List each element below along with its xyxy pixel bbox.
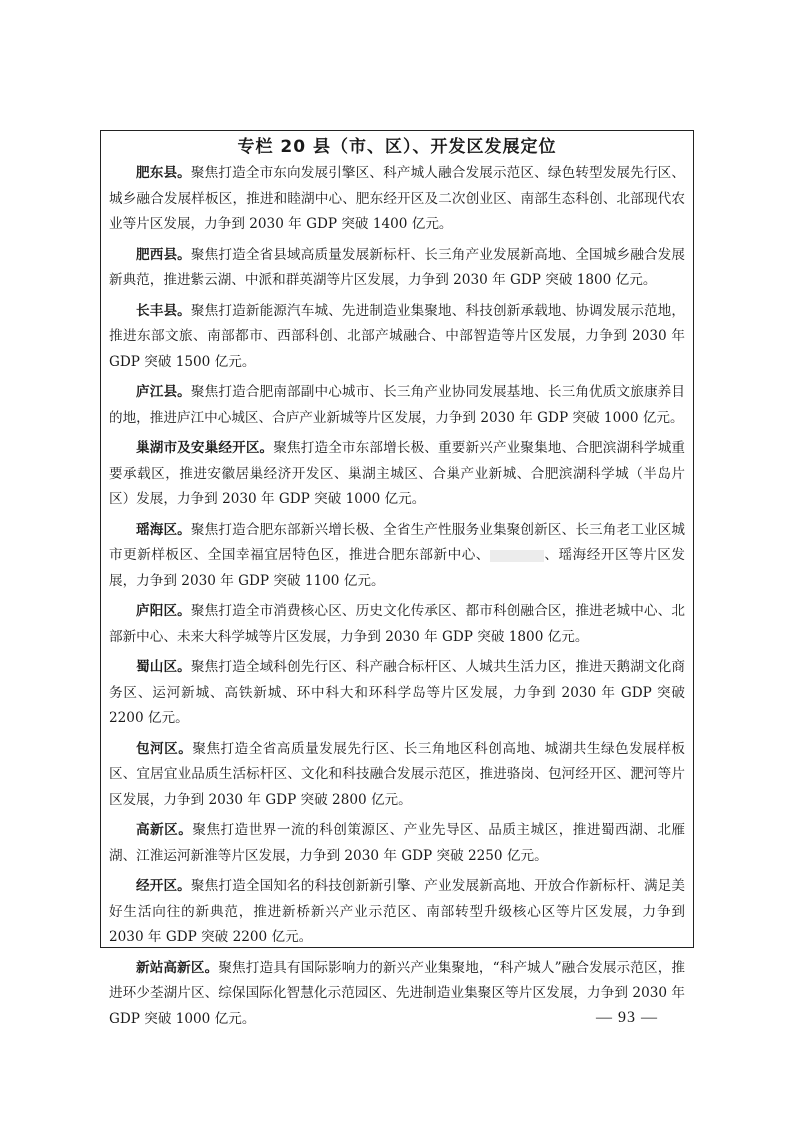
entry-name: 瑶海区。 [136, 521, 191, 538]
entry-name: 肥东县。 [136, 165, 191, 181]
entry-name: 包河区。 [136, 740, 193, 757]
entry-text: 聚焦打造全市消费核心区、历史文化传承区、都市科创融合区，推进老城中心、北部新中心、未来大科学城等片区发展，力争到 2030 年 GDP 突破 1800 亿元。 [109, 603, 686, 645]
redaction-mark [490, 550, 544, 562]
entry-name: 新站高新区。 [136, 959, 219, 976]
entry-chaohu [109, 436, 685, 513]
entry-text: 聚焦打造全市东向发展引擎区、科产城人融合发展示范区、绿色转型发展先行区、城乡融合发展样板区，推进和睦湖中心、肥东经开区及二次创业区、南部生态科创、北部现代农业等片区发展，力争到 2030 年 GDP 突破 1400 亿元。 [109, 165, 686, 232]
entry-changfeng [109, 299, 685, 376]
entry-text: 聚焦打造新能源汽车城、先进制造业集聚地、科技创新承载地、协调发展示范地，推进东部文旅、南部都市、西部科创、北部产城融合、中部智造等片区发展，力争到 2030 年 GDP 突破 1500 亿元。 [109, 302, 686, 370]
entry-yaohai [109, 518, 685, 595]
entry-text: 聚焦打造具有国际影响力的新兴产业集聚地，“科产城人”融合发展示范区，推进环少荃湖片区、综保国际化智慧化示范园区、先进制造业集聚区等片区发展，力争到 2030 年 GDP 突破 1000 亿元。 [109, 959, 685, 1027]
entry-jingkai [109, 874, 685, 951]
entry-text: 聚焦打造全市东部增长极、重要新兴产业聚集地、合肥滨湖科学城重要承载区，推进安徽居巢经济开发区、巢湖主城区、合巢产业新城、合肥滨湖科学城（半岛片区）发展，力争到 2030 年 GDP 突破 1000 亿元。 [109, 440, 686, 507]
entry-text: 聚焦打造世界一流的科创策源区、产业先导区、品质主城区，推进蜀西湖、北雁湖、江淮运河新淮等片区发展，力争到 2030 年 GDP 突破 2250 亿元。 [109, 822, 685, 864]
entry-name: 经开区。 [136, 878, 191, 894]
entry-name: 长丰县。 [136, 302, 191, 319]
entry-name: 高新区。 [136, 822, 193, 838]
entry-text: 、瑶海经开区等片区发展，力争到 2030 年 GDP 突破 1100 亿元。 [109, 547, 686, 589]
entry-name: 肥西县。 [136, 246, 191, 263]
entry-name: 巢湖市及安巢经开区。 [136, 440, 274, 456]
entry-feidong [109, 161, 685, 238]
box-title: 专栏 20 县（市、区）、开发区发展定位 [237, 137, 557, 157]
page-number: — 93 — [596, 1009, 658, 1026]
entry-text: 聚焦打造全国知名的科技创新新引擎、产业发展新高地、开放合作新标杆、满足美好生活向往的新典范，推进新桥新兴产业示范区、南部转型升级核心区等片区发展，力争到 2030 年 GDP 突破 2200 亿元。 [109, 878, 686, 945]
entry-shushan [109, 655, 685, 732]
entry-gaoxin [109, 818, 685, 869]
entry-name: 蜀山区。 [136, 659, 191, 675]
entry-baohe [109, 737, 685, 814]
entry-luyang [109, 599, 685, 650]
entry-text: 聚焦打造合肥南部副中心城市、长三角产业协同发展基地、长三角优质文旅康养目的地，推进庐江中心城区、合庐产业新城等片区发展，力争到 2030 年 GDP 突破 1000 亿元。 [109, 384, 686, 426]
entry-text: 聚焦打造全省县域高质量发展新标杆、长三角产业发展新高地、全国城乡融合发展新典范，推进紫云湖、中派和群英湖等片区发展，力争到 2030 年 GDP 突破 1800 亿元。 [109, 246, 686, 288]
entry-feixi [109, 243, 685, 294]
entry-name: 庐阳区。 [136, 603, 191, 619]
entry-lujiang [109, 380, 685, 431]
entry-text: 聚焦打造合肥东部新兴增长极、全省生产性服务业集聚创新区、长三角老工业区城市更新样板区、全国幸福宜居特色区，推进合肥东部新中心、 [109, 521, 686, 563]
entry-name: 庐江县。 [136, 384, 191, 400]
entry-text: 聚焦打造全省高质量发展先行区、长三角地区科创高地、城湖共生绿色发展样板区、宜居宜业品质生活标杆区、文化和科技融合发展示范区，推进骆岗、包河经开区、淝河等片区发展，力争到 2030 年 GDP 突破 2800 亿元。 [109, 740, 685, 808]
entry-text: 聚焦打造全域科创先行区、科产融合标杆区、人城共生活力区，推进天鹅湖文化商务区、运河新城、高铁新城、环中科大和环科学岛等片区发展，力争到 2030 年 GDP 突破 2200 亿元。 [109, 659, 686, 726]
